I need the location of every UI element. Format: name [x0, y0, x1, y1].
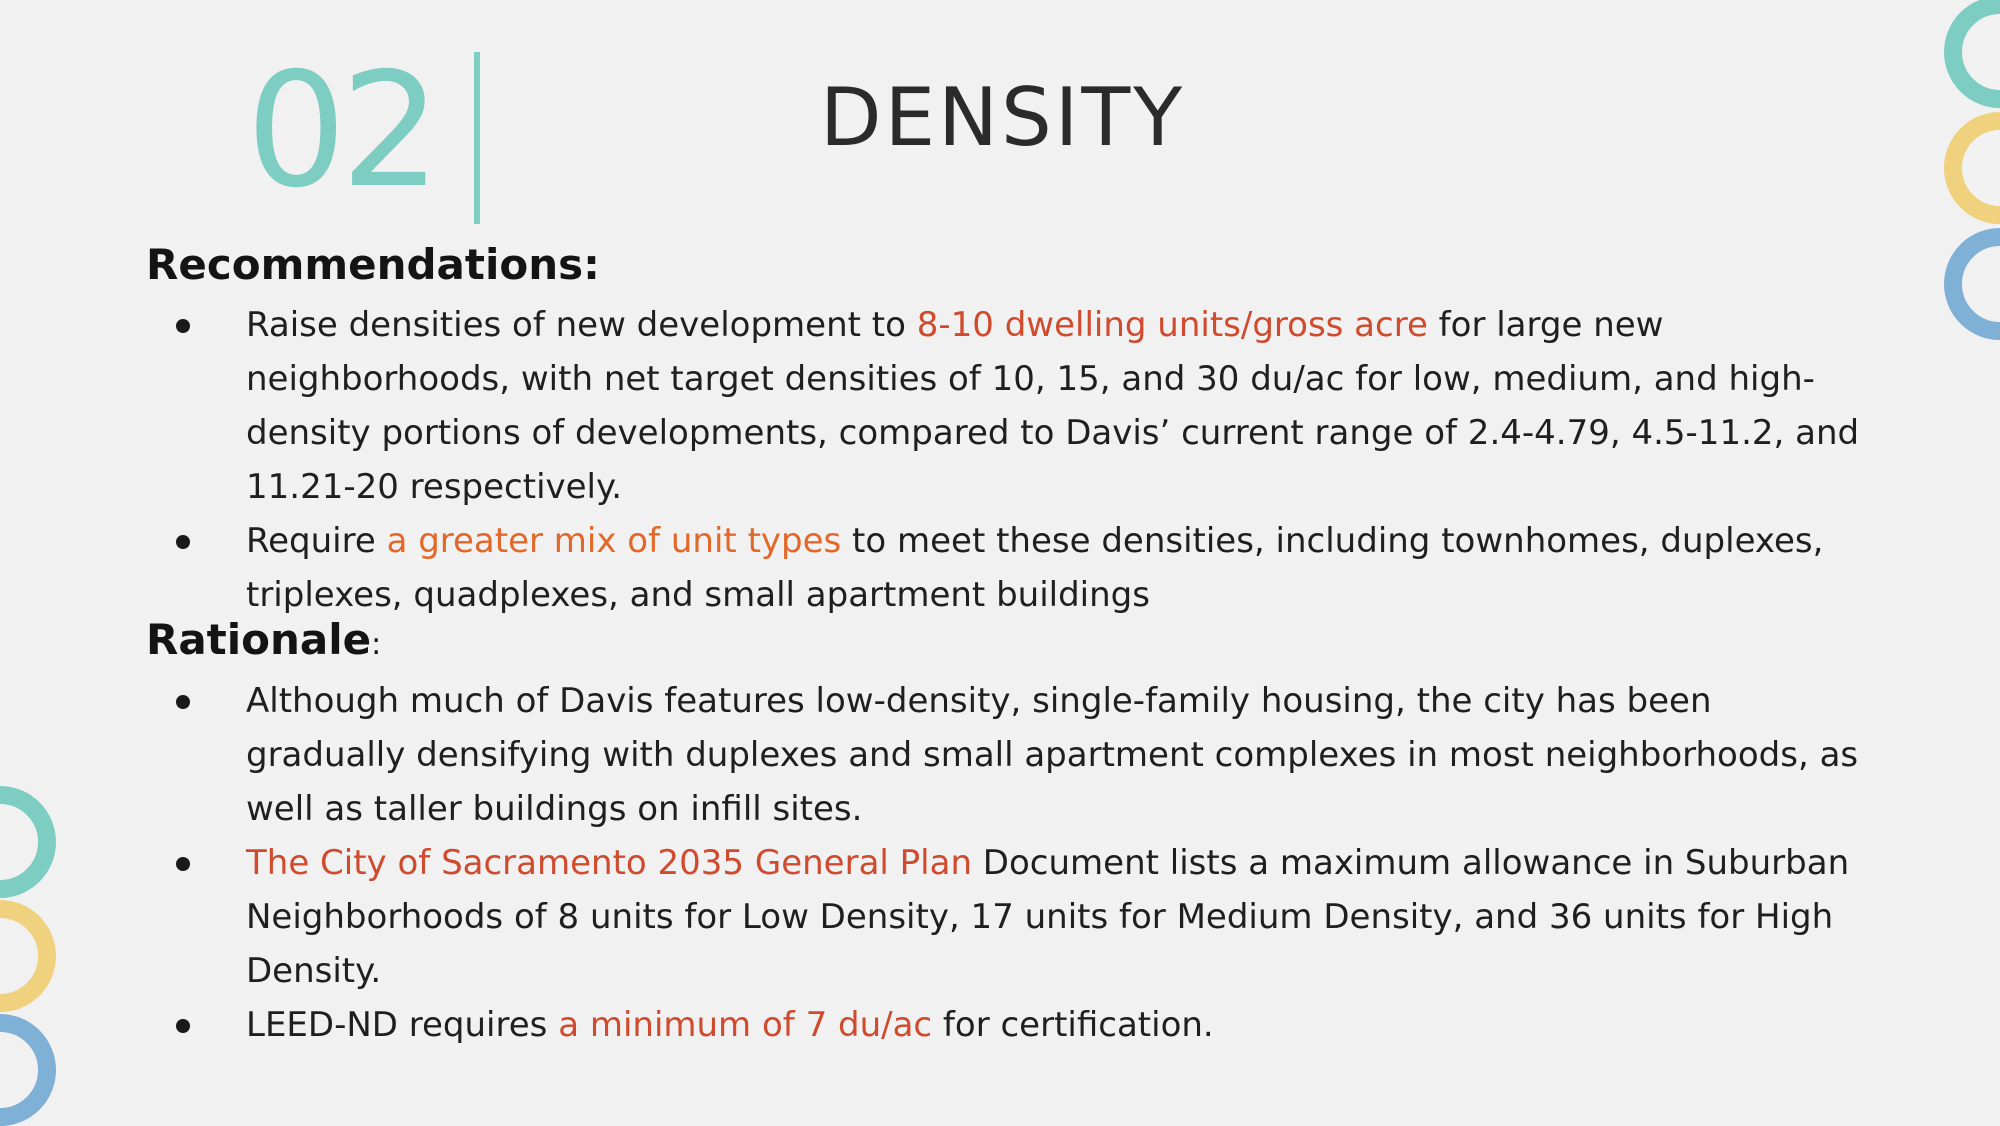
- list-item: [0, 298, 1900, 514]
- bullet-icon: [176, 695, 190, 709]
- highlight-text: a greater mix of unit types: [386, 521, 842, 561]
- bullet-icon: [176, 857, 190, 871]
- bullet-icon: [176, 1019, 190, 1033]
- highlight-link[interactable]: The City of Sacramento 2035 General Plan: [246, 843, 972, 883]
- list-item: [0, 514, 1900, 622]
- rationale-heading: [146, 615, 381, 664]
- section-number: 02: [246, 39, 436, 223]
- item-text: Raise densities of new development to: [246, 305, 917, 345]
- item-text: Although much of Davis features low-density, single-family housing, the city has been gradually densifying with duplexes and small apartment complexes in most neighborhoods, as well as taller buildings on infill sites.: [246, 681, 1859, 829]
- item-text: to meet these densities, including townhomes, duplexes, triplexes, quadplexes, and small apartment buildings: [246, 521, 1824, 615]
- highlight-text: a minimum of 7 du/ac: [558, 1005, 933, 1045]
- rationale-heading-text: Rationale: [146, 615, 372, 664]
- slide-title: DENSITY: [820, 71, 1186, 164]
- highlight-text: 8-10 dwelling units/gross acre: [916, 305, 1428, 345]
- yellow-ring-decoration: [1944, 112, 2000, 224]
- item-text: LEED-ND requires: [246, 1005, 559, 1045]
- header-divider: [474, 52, 480, 224]
- blue-ring-decoration: [1944, 228, 2000, 340]
- item-text: for certification.: [932, 1005, 1214, 1045]
- recommendations-heading: Recommendations:: [146, 240, 600, 289]
- bullet-icon: [176, 319, 190, 333]
- list-item: [0, 674, 1900, 836]
- item-text: Document lists a maximum allowance in Suburban Neighborhoods of 8 units for Low Density, 17 units for Medium Density, and 36 units for High Density.: [246, 843, 1850, 991]
- list-item: [0, 998, 1900, 1052]
- item-text: for large new neighborhoods, with net target densities of 10, 15, and 30 du/ac for low, medium, and high-density portions of developments, compared to Davis’ current range of 2.4-4.79, 4.5-11.2, and 11.21-20 respectively.: [246, 305, 1860, 507]
- bullet-icon: [176, 535, 190, 549]
- rationale-heading-colon: :: [371, 627, 382, 662]
- list-item: [0, 836, 1900, 998]
- item-text: Require: [246, 521, 387, 561]
- teal-ring-decoration: [1944, 0, 2000, 108]
- recommendations-list: [0, 298, 1900, 622]
- rationale-list: [0, 674, 1900, 1052]
